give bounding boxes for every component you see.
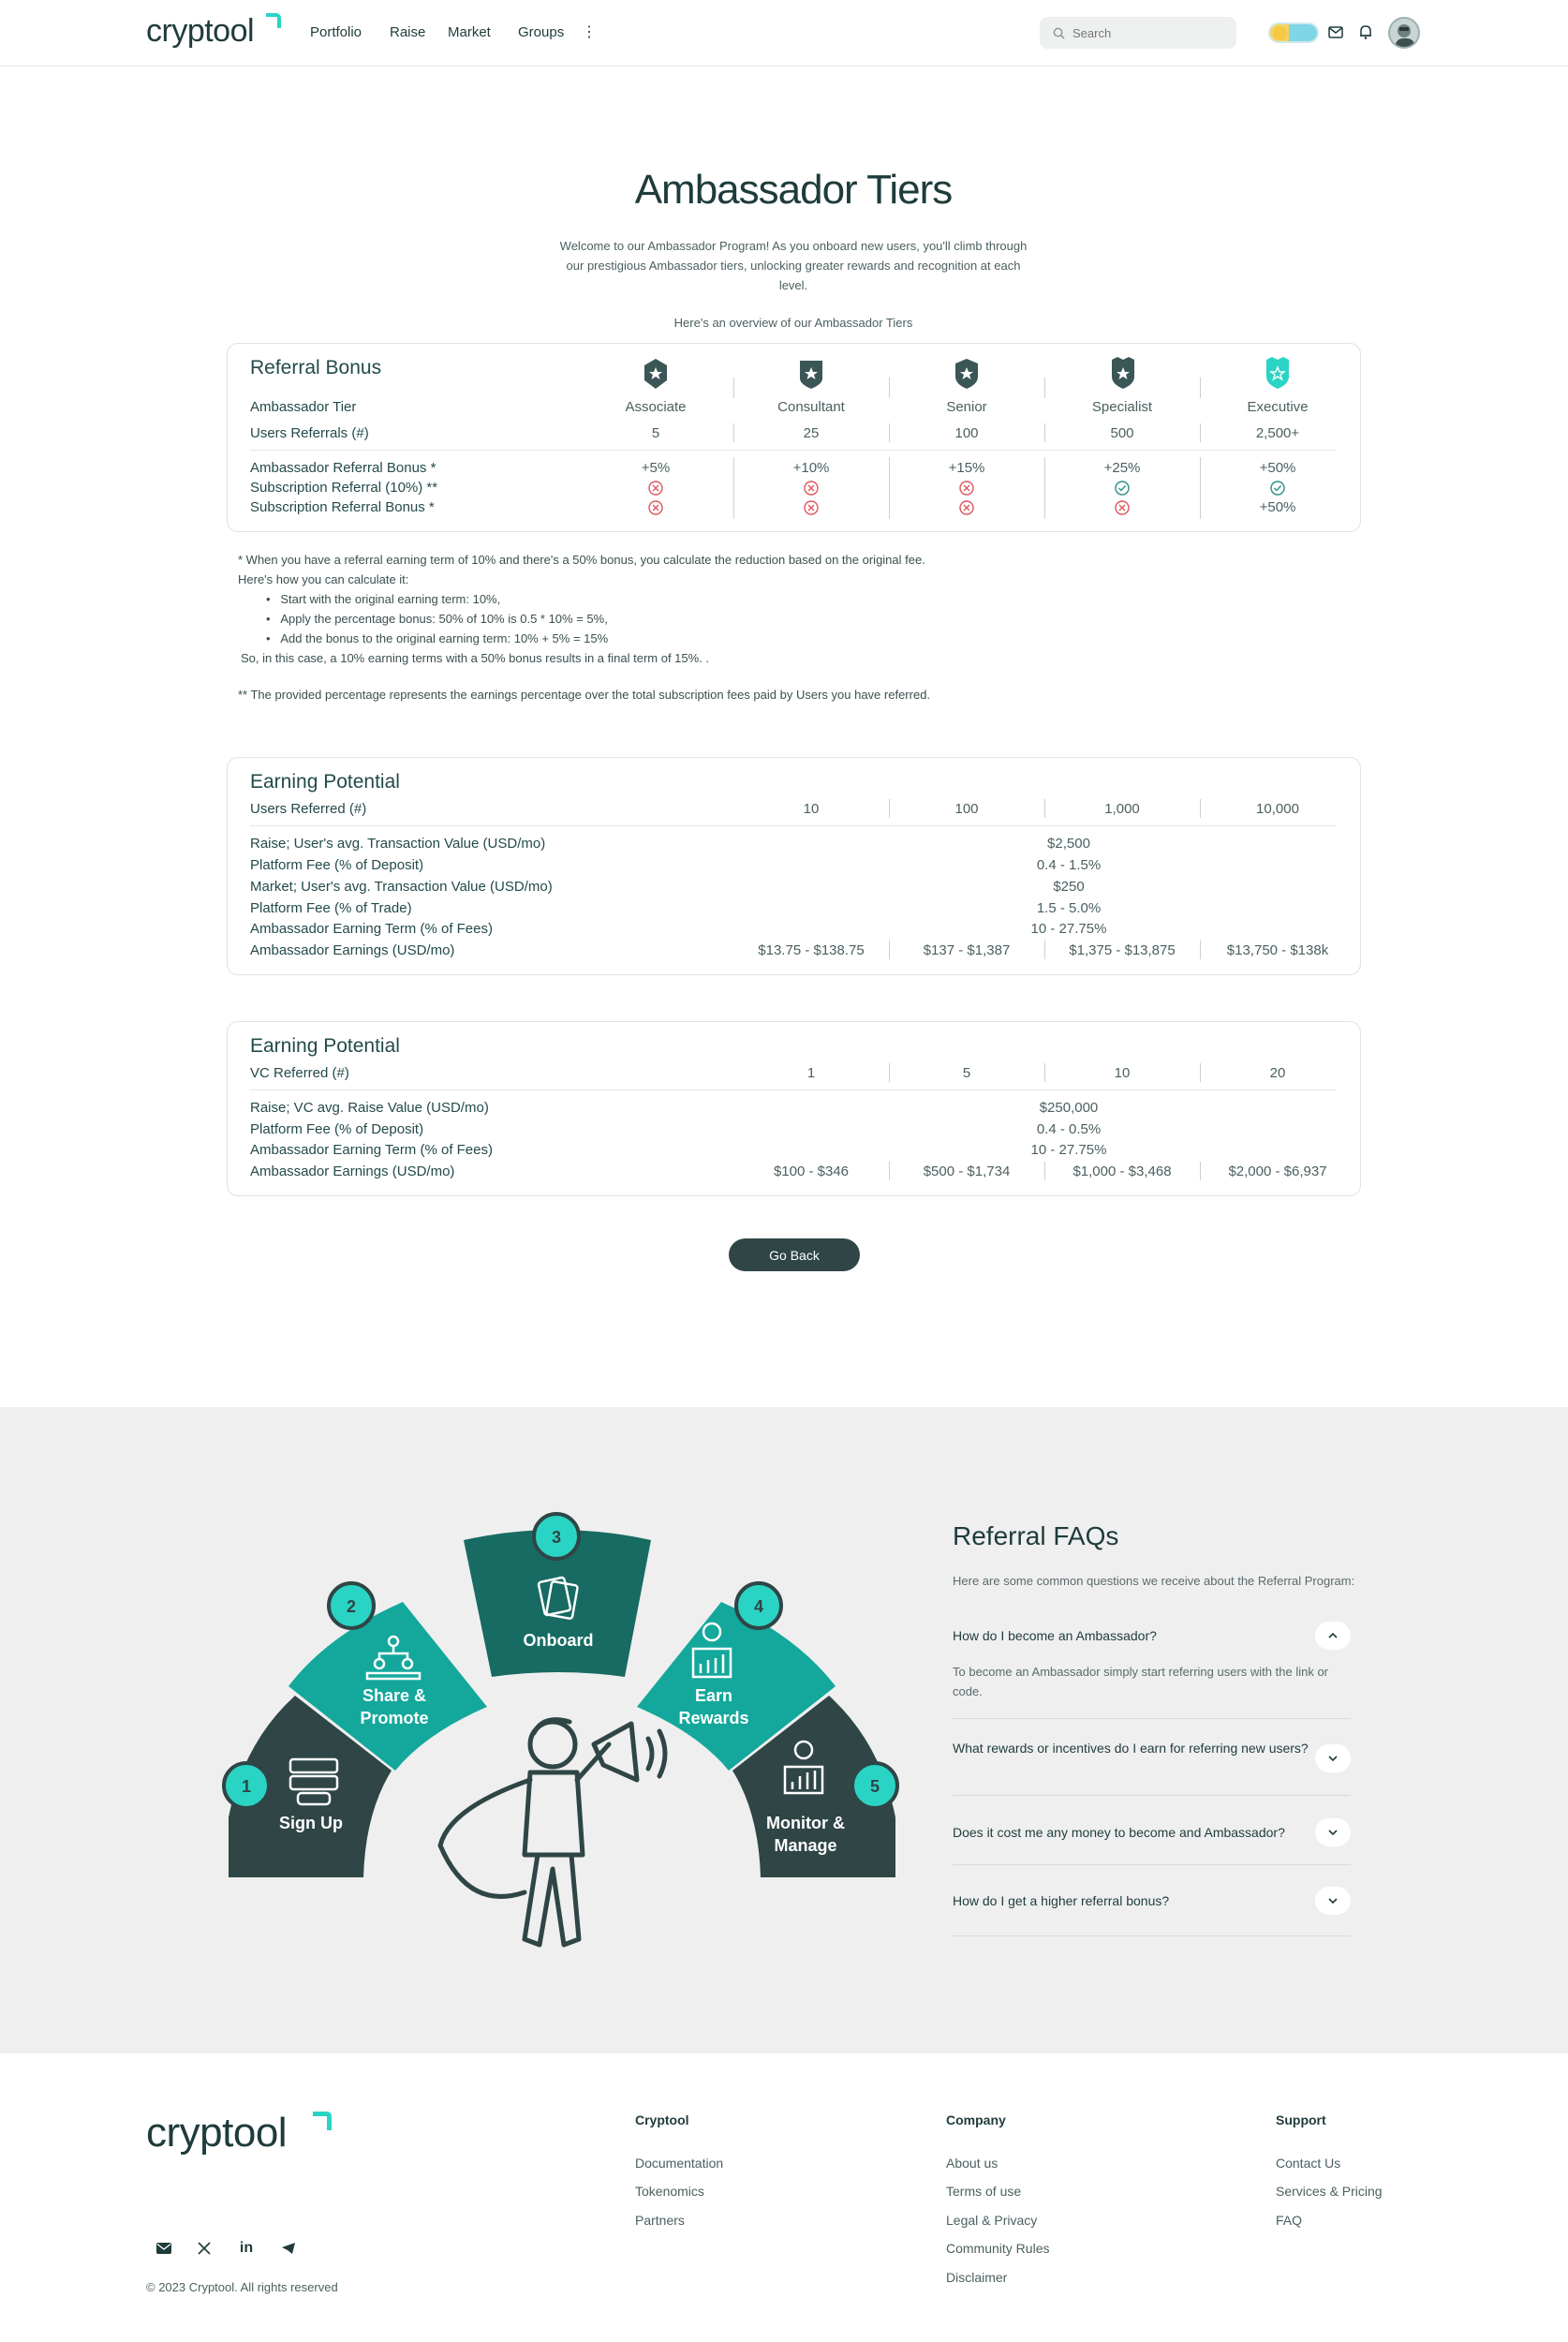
column-divider bbox=[733, 423, 734, 442]
earning-row-label: Ambassador Earning Term (% of Fees) bbox=[250, 921, 493, 937]
earnings-value: $13.75 - $138.75 bbox=[758, 942, 865, 958]
earning-vc-title: Earning Potential bbox=[250, 1035, 400, 1057]
step-label: Manage bbox=[774, 1836, 837, 1855]
step-label: Rewards bbox=[678, 1709, 749, 1727]
column-divider bbox=[1200, 378, 1201, 398]
tier-name: Associate bbox=[625, 399, 687, 415]
footer-link[interactable]: Terms of use bbox=[946, 2184, 1022, 2199]
column-divider bbox=[1044, 799, 1045, 818]
step-label: Promote bbox=[360, 1709, 429, 1727]
tier-bonus: +25% bbox=[1103, 460, 1141, 476]
cross-circle-icon bbox=[1114, 499, 1131, 516]
column-divider bbox=[889, 457, 890, 519]
step-label: Earn bbox=[694, 1686, 733, 1705]
column-divider bbox=[1200, 457, 1201, 519]
vc-earnings-value: $1,000 - $3,468 bbox=[1072, 1164, 1172, 1179]
footer-link[interactable]: Services & Pricing bbox=[1276, 2184, 1383, 2199]
footer-link[interactable]: Disclaimer bbox=[946, 2270, 1008, 2285]
vc-referred-label: VC Referred (#) bbox=[250, 1065, 349, 1081]
earnings-value: $13,750 - $138k bbox=[1226, 942, 1329, 958]
note-line: Here's how you can calculate it: bbox=[238, 572, 409, 586]
step-label: Monitor & bbox=[766, 1814, 845, 1832]
vc-referred-col: 10 bbox=[1114, 1065, 1131, 1081]
row-label-users: Users Referrals (#) bbox=[250, 425, 369, 441]
users-referred-col: 10 bbox=[803, 801, 820, 817]
cross-circle-icon bbox=[958, 499, 975, 516]
search-icon bbox=[1053, 27, 1065, 39]
chevron-down-icon[interactable] bbox=[1315, 1744, 1351, 1772]
vc-earnings-value: $500 - $1,734 bbox=[923, 1164, 1011, 1179]
vc-row-value: 10 - 27.75% bbox=[1030, 1142, 1107, 1158]
footer-link[interactable]: Contact Us bbox=[1276, 2156, 1341, 2171]
column-divider bbox=[1044, 457, 1045, 519]
cryptool-logo[interactable]: cryptool bbox=[146, 13, 254, 50]
tier-name: Consultant bbox=[777, 399, 845, 415]
associate-badge-icon bbox=[643, 358, 669, 390]
divider bbox=[250, 450, 1337, 451]
executive-badge-icon bbox=[1264, 356, 1292, 390]
more-menu-icon[interactable]: ⋮ bbox=[582, 24, 597, 40]
nav-groups[interactable]: Groups bbox=[518, 24, 565, 40]
step-number: 2 bbox=[346, 1597, 357, 1616]
row-label-tier: Ambassador Tier bbox=[250, 399, 357, 415]
step-label: Share & bbox=[362, 1686, 427, 1705]
users-referred-col: 100 bbox=[954, 801, 979, 817]
consultant-badge-icon bbox=[798, 358, 824, 390]
column-divider bbox=[889, 941, 890, 959]
x-twitter-icon[interactable] bbox=[193, 2237, 215, 2260]
referral-bonus-title: Referral Bonus bbox=[250, 357, 382, 378]
column-divider bbox=[1200, 423, 1201, 442]
chevron-down-icon[interactable] bbox=[1315, 1818, 1351, 1846]
earning-row-value: $250 bbox=[1053, 879, 1085, 895]
column-divider bbox=[1044, 941, 1045, 959]
tier-bonus: +5% bbox=[641, 460, 671, 476]
column-divider bbox=[1200, 941, 1201, 959]
sun-icon bbox=[1273, 26, 1287, 40]
vc-row-value: $250,000 bbox=[1039, 1100, 1099, 1116]
vc-row-value: 0.4 - 0.5% bbox=[1036, 1121, 1102, 1137]
tier-name: Senior bbox=[946, 399, 987, 415]
theme-toggle[interactable] bbox=[1268, 22, 1319, 43]
column-divider bbox=[1200, 1162, 1201, 1180]
column-divider bbox=[1044, 378, 1045, 398]
row-label-bonus: Ambassador Referral Bonus * bbox=[250, 460, 436, 476]
logo-mark-icon bbox=[313, 2112, 332, 2130]
step-label: Sign Up bbox=[279, 1814, 343, 1832]
top-navbar bbox=[0, 0, 1568, 67]
footer-heading: Company bbox=[946, 2112, 1006, 2127]
earning-row-label: Platform Fee (% of Deposit) bbox=[250, 857, 424, 873]
copyright: © 2023 Cryptool. All rights reserved bbox=[146, 2280, 338, 2294]
faq-question[interactable]: What rewards or incentives do I earn for referring new users? bbox=[953, 1741, 1309, 1756]
avatar-image bbox=[1390, 19, 1420, 49]
nav-raise[interactable]: Raise bbox=[390, 24, 426, 40]
row-label-subscription: Subscription Referral (10%) ** bbox=[250, 480, 438, 496]
nav-market[interactable]: Market bbox=[448, 24, 491, 40]
footer-heading: Cryptool bbox=[635, 2112, 689, 2127]
row-label-sub-bonus: Subscription Referral Bonus * bbox=[250, 499, 435, 515]
column-divider bbox=[733, 457, 734, 519]
users-referred-col: 1,000 bbox=[1104, 801, 1140, 817]
earnings-value: $137 - $1,387 bbox=[923, 942, 1011, 958]
column-divider bbox=[889, 799, 890, 818]
user-avatar[interactable] bbox=[1388, 17, 1420, 49]
tier-sub-bonus: +50% bbox=[1259, 499, 1296, 515]
note-line: * When you have a referral earning term of 10% and there's a 50% bonus, you calculate the reduction based on the original fee. bbox=[238, 553, 925, 567]
tier-bonus: +50% bbox=[1259, 460, 1296, 476]
column-divider bbox=[889, 1063, 890, 1082]
tier-users: 5 bbox=[651, 425, 660, 441]
column-divider bbox=[889, 378, 890, 398]
cross-circle-icon bbox=[647, 499, 664, 516]
vc-referred-col: 1 bbox=[806, 1065, 816, 1081]
faq-answer: To become an Ambassador simply start referring users with the link or code. bbox=[953, 1665, 1329, 1698]
column-divider bbox=[1044, 1063, 1045, 1082]
referral-steps-diagram bbox=[215, 1499, 909, 1958]
bell-icon[interactable] bbox=[1359, 24, 1372, 39]
footer-link[interactable]: Partners bbox=[635, 2213, 685, 2228]
chevron-down-icon[interactable] bbox=[1315, 1887, 1351, 1915]
footer-link[interactable]: Documentation bbox=[635, 2156, 724, 2171]
vc-row-label: Platform Fee (% of Deposit) bbox=[250, 1121, 424, 1137]
email-icon[interactable] bbox=[153, 2237, 175, 2260]
column-divider bbox=[1044, 1162, 1045, 1180]
users-referred-label: Users Referred (#) bbox=[250, 801, 367, 817]
intro-text: Welcome to our Ambassador Program! As you onboard new users, you'll climb through our prestigious Ambassador tiers, unlocking greater rewards and recognition at each level. bbox=[559, 239, 1028, 292]
check-circle-icon bbox=[1114, 480, 1131, 497]
telegram-icon[interactable] bbox=[277, 2237, 300, 2260]
search-input[interactable] bbox=[1072, 26, 1222, 40]
tier-users: 2,500+ bbox=[1255, 425, 1300, 441]
cross-circle-icon bbox=[803, 499, 820, 516]
page-title: Ambassador Tiers bbox=[634, 167, 953, 213]
nav-portfolio[interactable]: Portfolio bbox=[310, 24, 362, 40]
cross-circle-icon bbox=[958, 480, 975, 497]
footer-link[interactable]: Community Rules bbox=[946, 2241, 1050, 2256]
footer-link[interactable]: Legal & Privacy bbox=[946, 2213, 1038, 2228]
divider bbox=[250, 1089, 1337, 1090]
users-referred-col: 10,000 bbox=[1256, 801, 1299, 817]
logo-mark-icon bbox=[266, 13, 281, 28]
earning-row-value: $2,500 bbox=[1047, 836, 1090, 852]
tier-users: 100 bbox=[954, 425, 979, 441]
faq-title: Referral FAQs bbox=[953, 1521, 1119, 1550]
column-divider bbox=[733, 378, 734, 398]
vc-row-label: Raise; VC avg. Raise Value (USD/mo) bbox=[250, 1100, 489, 1116]
footer-link[interactable]: About us bbox=[946, 2156, 998, 2171]
divider bbox=[953, 1935, 1351, 1936]
tier-bonus: +10% bbox=[792, 460, 830, 476]
note-bullet: • Start with the original earning term: 10%, bbox=[266, 592, 501, 606]
column-divider bbox=[1044, 423, 1045, 442]
column-divider bbox=[889, 1162, 890, 1180]
note-bullet: • Add the bonus to the original earning term: 10% + 5% = 15% bbox=[266, 631, 609, 645]
earnings-value: $1,375 - $13,875 bbox=[1069, 942, 1176, 958]
vc-earnings-value: $100 - $346 bbox=[773, 1164, 850, 1179]
vc-row-label: Ambassador Earning Term (% of Fees) bbox=[250, 1142, 493, 1158]
footer-heading: Support bbox=[1276, 2112, 1326, 2127]
search-box[interactable] bbox=[1040, 17, 1236, 49]
faq-question[interactable]: How do I become an Ambassador? bbox=[953, 1628, 1157, 1643]
step-number: 3 bbox=[551, 1528, 562, 1547]
note-line: ** The provided percentage represents the earnings percentage over the total subscription fees paid by Users you have referred. bbox=[238, 688, 931, 702]
specialist-badge-icon bbox=[1109, 356, 1137, 390]
earning-row-label: Raise; User's avg. Transaction Value (USD/mo) bbox=[250, 836, 546, 852]
step-number: 5 bbox=[869, 1777, 880, 1796]
earning-users-title: Earning Potential bbox=[250, 771, 400, 793]
tier-name: Executive bbox=[1247, 399, 1309, 415]
step-number: 4 bbox=[753, 1597, 764, 1616]
tier-bonus: +15% bbox=[948, 460, 985, 476]
column-divider bbox=[1200, 799, 1201, 818]
cross-circle-icon bbox=[647, 480, 664, 497]
earning-row-value: 10 - 27.75% bbox=[1030, 921, 1107, 937]
step-number: 1 bbox=[241, 1777, 252, 1796]
step-label: Onboard bbox=[523, 1631, 594, 1650]
faq-subtitle: Here are some common questions we receive about the Referral Program: bbox=[953, 1574, 1355, 1588]
divider bbox=[953, 1795, 1351, 1796]
go-back-button[interactable]: Go Back bbox=[729, 1238, 860, 1271]
column-divider bbox=[889, 423, 890, 442]
earnings-label: Ambassador Earnings (USD/mo) bbox=[250, 942, 455, 958]
earning-row-value: 0.4 - 1.5% bbox=[1036, 857, 1102, 873]
earning-row-label: Platform Fee (% of Trade) bbox=[250, 900, 412, 916]
note-bullet: • Apply the percentage bonus: 50% of 10% is 0.5 * 10% = 5%, bbox=[266, 612, 608, 626]
divider bbox=[250, 825, 1337, 826]
earning-row-label: Market; User's avg. Transaction Value (USD/mo) bbox=[250, 879, 553, 895]
senior-badge-icon bbox=[954, 358, 980, 390]
footer-logo[interactable]: cryptool bbox=[146, 2110, 287, 2157]
tier-name: Specialist bbox=[1091, 399, 1153, 415]
chevron-up-icon[interactable] bbox=[1315, 1622, 1351, 1650]
column-divider bbox=[1200, 1063, 1201, 1082]
divider bbox=[953, 1718, 1351, 1719]
footer-link[interactable]: FAQ bbox=[1276, 2213, 1303, 2228]
faq-question[interactable]: How do I get a higher referral bonus? bbox=[953, 1893, 1170, 1908]
ambassador-megaphone-icon bbox=[440, 1720, 665, 1945]
faq-question[interactable]: Does it cost me any money to become and Ambassador? bbox=[953, 1825, 1285, 1840]
tier-users: 25 bbox=[803, 425, 820, 441]
vc-earnings-value: $2,000 - $6,937 bbox=[1228, 1164, 1327, 1179]
mail-icon[interactable] bbox=[1328, 26, 1343, 38]
linkedin-icon[interactable]: in bbox=[239, 2240, 254, 2256]
cross-circle-icon bbox=[803, 480, 820, 497]
overview-text: Here's an overview of our Ambassador Tiers bbox=[673, 316, 913, 330]
footer-link[interactable]: Tokenomics bbox=[635, 2184, 704, 2199]
divider bbox=[953, 1864, 1351, 1865]
vc-earnings-label: Ambassador Earnings (USD/mo) bbox=[250, 1164, 455, 1179]
vc-referred-col: 5 bbox=[962, 1065, 971, 1081]
vc-referred-col: 20 bbox=[1269, 1065, 1286, 1081]
note-line: So, in this case, a 10% earning terms with a 50% bonus results in a final term of 15%. . bbox=[241, 651, 710, 665]
tier-users: 500 bbox=[1110, 425, 1134, 441]
check-circle-icon bbox=[1269, 480, 1286, 497]
earning-row-value: 1.5 - 5.0% bbox=[1036, 900, 1102, 916]
